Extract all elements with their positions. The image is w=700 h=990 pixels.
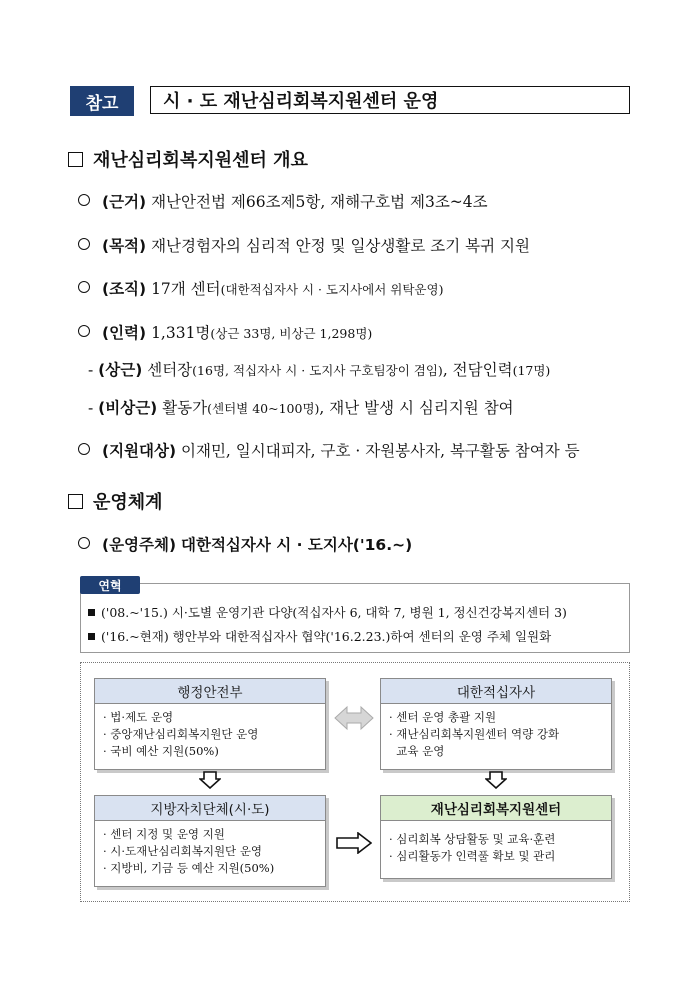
square-bullet-icon xyxy=(88,609,95,616)
org-box-title: 재난심리회복지원센터 xyxy=(380,795,612,821)
reference-tag: 참고 xyxy=(70,86,134,116)
org-box-body: · 센터 운영 총괄 지원 · 재난심리회복지원센터 역량 강화 교육 운영 xyxy=(380,704,612,770)
org-box-center xyxy=(380,795,612,879)
checkbox-square-icon xyxy=(68,494,83,509)
org-box-body: · 심리회복 상담활동 및 교육·훈련 · 심리활동가 인력풀 확보 및 관리 xyxy=(380,821,612,879)
down-arrow-icon xyxy=(485,771,507,789)
circle-bullet-icon xyxy=(78,238,90,250)
section-heading-overview: 재난심리회복지원센터 개요 xyxy=(68,146,308,172)
item-organization: (조직) 17개 센터(대한적십자사 시 · 도지사에서 위탁운영) xyxy=(78,277,443,299)
org-box-title: 대한적십자사 xyxy=(380,678,612,704)
org-box-title: 행정안전부 xyxy=(94,678,326,704)
history-line: ('16.~현재) 행안부와 대한적십자사 협약('16.2.23.)하여 센터의 운영 주체 일원화 xyxy=(88,627,551,645)
item-personnel: (인력) 1,331명(상근 33명, 비상근 1,298명) xyxy=(78,321,372,343)
circle-bullet-icon xyxy=(78,537,90,549)
item-operator: (운영주체) 대한적십자사 시 · 도지사('16.~) xyxy=(78,533,412,555)
item-purpose: (목적) 재난경험자의 심리적 안정 및 일상생활로 조기 복귀 지원 xyxy=(78,234,530,256)
circle-bullet-icon xyxy=(78,281,90,293)
org-box-local-gov xyxy=(94,795,326,887)
history-line: ('08.~'15.) 시·도별 운영기관 다양(적십자사 6, 대학 7, 병원 1, 정신건강복지센터 3) xyxy=(88,603,567,621)
square-bullet-icon xyxy=(88,633,95,640)
org-box-mois xyxy=(94,678,326,770)
circle-bullet-icon xyxy=(78,325,90,337)
org-box-body: · 센터 지정 및 운영 지원 · 시·도재난심리회복지원단 운영 · 지방비, 기금 등 예산 지원(50%) xyxy=(94,821,326,887)
sub-item-fulltime: - (상근) 센터장(16명, 적십자사 시 · 도지사 구호팀장이 겸임), 전담인력(17명) xyxy=(88,361,551,379)
down-arrow-icon xyxy=(199,771,221,789)
org-box-body: · 법·제도 운영 · 중앙재난심리회복지원단 운영 · 국비 예산 지원(50%) xyxy=(94,704,326,770)
circle-bullet-icon xyxy=(78,443,90,455)
right-arrow-icon xyxy=(336,832,372,854)
page-title: 시 · 도 재난심리회복지원센터 운영 xyxy=(150,86,630,114)
item-target: (지원대상) 이재민, 일시대피자, 구호 · 자원봉사자, 복구활동 참여자 등 xyxy=(78,439,580,461)
org-box-redcross xyxy=(380,678,612,770)
history-tab: 연혁 xyxy=(80,576,140,594)
item-basis: (근거) 재난안전법 제66조제5항, 재해구호법 제3조~4조 xyxy=(78,190,488,212)
org-box-title: 지방자치단체(시·도) xyxy=(94,795,326,821)
checkbox-square-icon xyxy=(68,152,83,167)
double-arrow-icon xyxy=(333,705,375,731)
circle-bullet-icon xyxy=(78,194,90,206)
sub-item-parttime: - (비상근) 활동가(센터별 40~100명), 재난 발생 시 심리지원 참여 xyxy=(88,399,514,417)
section-heading-operation: 운영체계 xyxy=(68,488,163,514)
